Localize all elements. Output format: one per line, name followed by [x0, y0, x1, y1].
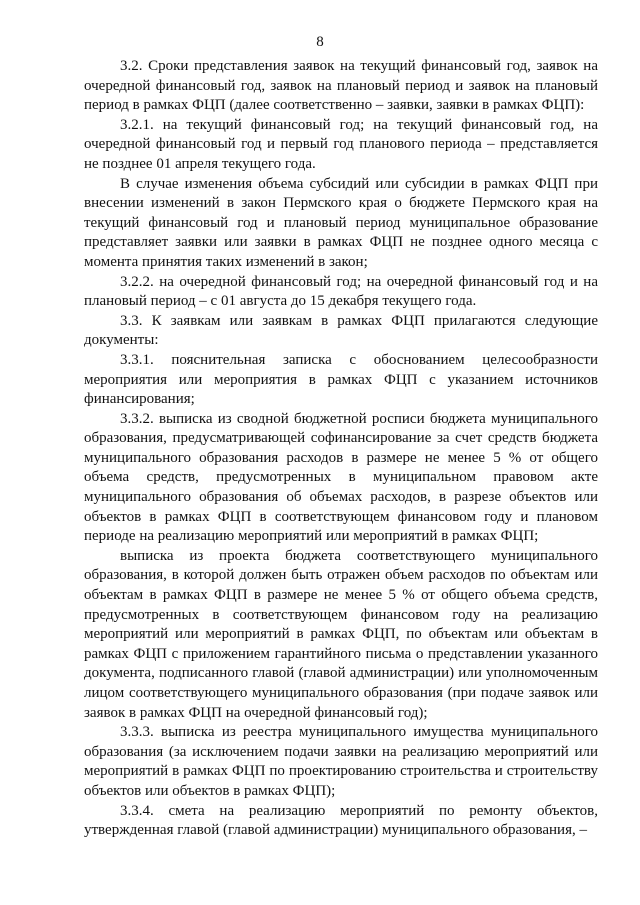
paragraph-subsidy-change: В случае изменения объема субсидий или субсидии в рамках ФЦП при внесении изменений в закон Пермского края о бюджете Пермского края на текущий финансовый год и плановый период муниципальное образование представляет заявки или заявки в рамках ФЦП не позднее одного месяца с момента принятия таких изменений в закон;	[84, 175, 598, 270]
paragraph-3-2: 3.2. Сроки представления заявок на текущий финансовый год, заявок на очередной финансовый год, заявок на плановый период и заявок на плановый период в рамках ФЦП (далее соответственно – заявки, заявки в рамках ФЦП):	[84, 58, 598, 114]
paragraph-3-2-1: 3.2.1. на текущий финансовый год; на текущий финансовый год, на очередной финансовый год и первый год планового периода – представляется не позднее 01 апреля текущего года.	[84, 116, 598, 172]
paragraph-3-3-3: 3.3.3. выписка из реестра муниципального имущества муниципального образования (за исключением подачи заявки на реализацию мероприятий или мероприятий в рамках ФЦП по проектированию строительства и строительству объектов или объектов в рамках ФЦП);	[84, 724, 598, 799]
paragraph-budget-draft-extract: выписка из проекта бюджета соответствующего муниципального образования, в которой должен быть отражен объем расходов по объектам или объектам в рамках ФЦП в размере не менее 5 % от общего объема средств, предусмотренных в соответствующем финансовом году на реализацию мероприятий или мероприятий в рамках ФЦП, по объектам или объектам в рамках ФЦП с приложением гарантийного письма о представлении указанного документа, подписанного главой (главой администрации) или уполномоченным лицом соответствующего муниципального образования (при подаче заявок или заявок в рамках ФЦП на очередной финансовый год);	[84, 547, 598, 721]
paragraph-3-3-4: 3.3.4. смета на реализацию мероприятий по ремонту объектов, утвержденная главой (главой администрации) муниципального образования, –	[84, 802, 598, 839]
paragraph-3-3-1: 3.3.1. пояснительная записка с обоснованием целесообразности мероприятия или мероприятия в рамках ФЦП с указанием источников финансирования;	[84, 351, 598, 408]
paragraph-3-3-2: 3.3.2. выписка из сводной бюджетной росписи бюджета муниципального образования, предусматривающей софинансирование за счет средств бюджета муниципального образования расходов в размере не менее 5 % от общего объема средств, предусмотренных в муниципальном правовом акте муниципального образования об объемах расходов, в разрезе объектов или объектов в рамках ФЦП в соответствующем финансовом году и плановом периоде на реализацию мероприятий или мероприятий в рамках ФЦП;	[84, 410, 598, 545]
page-number: 8	[316, 34, 324, 50]
paragraph-3-3: 3.3. К заявкам или заявкам в рамках ФЦП прилагаются следующие документы:	[84, 312, 598, 349]
document-body	[84, 57, 598, 841]
paragraph-3-2-2: 3.2.2. на очередной финансовый год; на очередной финансовый год и на плановый период – с 01 августа до 15 декабря текущего года.	[84, 273, 598, 310]
